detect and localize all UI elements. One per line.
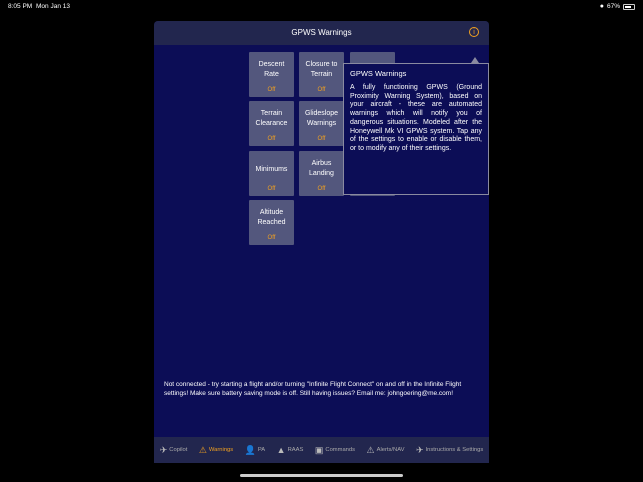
status-bar: [0, 0, 643, 14]
info-popover: [343, 63, 489, 195]
status-time: 8:05 PM: [8, 3, 33, 10]
cmd-icon: ▣: [314, 444, 324, 455]
tab-raas[interactable]: [277, 445, 304, 455]
alert-icon: ⚠: [366, 444, 375, 455]
popover-title: GPWS Warnings: [350, 69, 407, 78]
tile-value: Off: [317, 186, 326, 192]
tile-label: Altitude Reached: [257, 209, 286, 226]
tile-label: Terrain Clearance: [255, 110, 288, 127]
popover-body: A fully functioning GPWS (Ground Proximity Warning System), based on your aircraft - these are automated warnings which will notify you of dangerous situations. Modeled after the Honeywell Mk VI GPWS system. Tap any of the settings to enable or disable them, or to modify any of their settings.: [350, 84, 482, 152]
tile-label: Descent Rate: [258, 61, 285, 78]
tab-label: RAAS: [287, 447, 304, 453]
tab-bar: [154, 437, 489, 463]
runway-icon: ▲: [276, 445, 286, 455]
connection-notice: Not connected - try starting a flight and/or turning "Infinite Flight Connect" on and off in the Infinite Flight settings! Make sure battery saving mode is off. Still having issues? Email me: johngoering@me.com!: [164, 381, 462, 397]
tab-copilot[interactable]: [160, 445, 188, 456]
tab-label: Alerts/NAV: [376, 447, 405, 453]
tile-value: Off: [267, 136, 276, 142]
tile-descent-rate[interactable]: [249, 52, 294, 97]
tile-closure-to-terrain[interactable]: [299, 52, 344, 97]
tab-instructions-settings[interactable]: [416, 445, 483, 456]
tile-minimums[interactable]: [249, 151, 294, 196]
panel-header: [154, 21, 489, 45]
person-icon: 👤: [244, 444, 256, 455]
warning-icon: ⚠: [198, 444, 207, 455]
tile-label: Airbus Landing: [309, 160, 334, 177]
status-right: [600, 3, 635, 10]
battery-icon: [623, 4, 635, 10]
tile-value: Off: [267, 235, 276, 241]
tile-glideslope-warnings[interactable]: [299, 101, 344, 146]
tile-value: Off: [317, 87, 326, 93]
tab-label: Instructions & Settings: [425, 447, 484, 453]
home-indicator[interactable]: [240, 474, 403, 477]
page-title: GPWS Warnings: [291, 28, 352, 37]
battery-percent: 67%: [606, 3, 620, 10]
tile-label: Minimums: [255, 166, 288, 173]
tab-label: Commands: [325, 447, 356, 453]
info-icon[interactable]: i: [469, 27, 479, 37]
tile-altitude-reached[interactable]: [249, 200, 294, 245]
status-date: Mon Jan 13: [36, 3, 70, 10]
tab-label: PA: [257, 447, 266, 453]
tab-label: Copilot: [169, 447, 188, 453]
tile-value: Off: [267, 186, 276, 192]
settings-plane-icon: ✈: [416, 444, 424, 455]
plane-icon: ✈: [159, 444, 168, 455]
tile-label: Glideslope Warnings: [304, 110, 339, 127]
tile-label: Closure to Terrain: [305, 61, 338, 78]
tile-airbus-landing[interactable]: [299, 151, 344, 196]
tile-value: Off: [267, 87, 276, 93]
tab-alerts-nav[interactable]: [367, 445, 405, 456]
tab-warnings[interactable]: [199, 445, 233, 456]
tab-commands[interactable]: [315, 445, 355, 456]
tile-terrain-clearance[interactable]: [249, 101, 294, 146]
tab-pa[interactable]: [245, 445, 266, 456]
tile-value: Off: [317, 136, 326, 142]
tab-label: Warnings: [208, 447, 234, 453]
wifi-icon: ●: [599, 3, 604, 10]
